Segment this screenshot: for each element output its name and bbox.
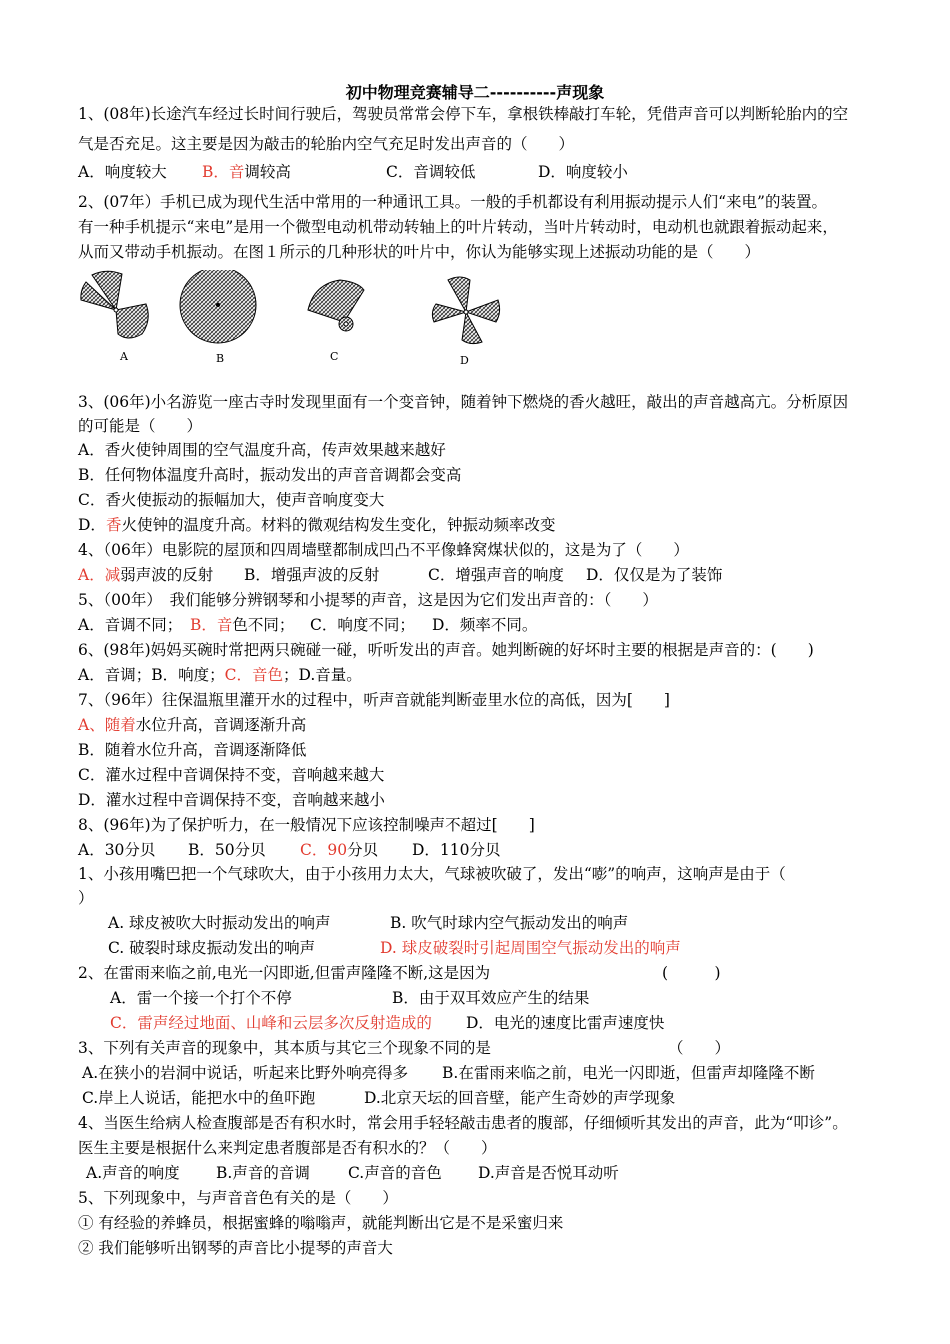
question-4-line-1: 4、（06年）电影院的屋顶和四周墙壁都制成凹凸不平像蜂窝煤状似的，这是为了（ ）	[78, 541, 689, 559]
practice-3-options-row-1	[82, 1063, 882, 1085]
options-ab: A．音调；B．响度；	[78, 666, 225, 684]
option-d: D．电光的速度比雷声速度快	[466, 1014, 665, 1032]
practice-1-options-row-1	[108, 913, 808, 935]
answer-blank: （ ）	[668, 1039, 731, 1057]
option-c: C．音调较低	[386, 163, 476, 181]
page-title: 初中物理竞赛辅导二----------声现象	[345, 83, 605, 102]
option-d-prefix: D．	[78, 516, 106, 534]
question-3-option-a: A．香火使钟周围的空气温度升高，传声效果越来越好	[78, 441, 446, 459]
question-3-line-1: 3、(06年)小名游览一座古寺时发现里面有一个变音钟，随着钟下燃烧的香火越旺，敲出的声音越高亢。分析原因	[78, 393, 849, 411]
option-b-rest: 调较高	[244, 163, 291, 181]
option-a: A.声音的响度	[86, 1164, 180, 1182]
practice-4-options	[86, 1163, 786, 1185]
option-b: B. 吹气时球内空气振动发出的响声	[390, 914, 629, 932]
practice-2-line-1	[78, 963, 878, 985]
question-7-option-d: D．灌水过程中音调保持不变，音响越来越小	[78, 791, 385, 809]
practice-1-line-1: 1、小孩用嘴巴把一个气球吹大，由于小孩用力太大，气球被吹破了，发出“嘭”的响声，这响声是由于（	[78, 865, 786, 883]
practice-5-item-1: ① 有经验的养蜂员，根据蜜蜂的嗡嗡声，就能判断出它是不是采蜜归来	[78, 1214, 564, 1232]
blade-a-shape	[81, 271, 148, 338]
option-c: C. 破裂时球皮振动发出的响声	[108, 939, 316, 957]
question-5-line-1: 5、（00年） 我们能够分辨钢琴和小提琴的声音，这是因为它们发出声音的：（ ）	[78, 591, 658, 609]
option-d: D.北京天坛的回音壁，能产生奇妙的声学现象	[364, 1089, 676, 1107]
option-a-rest: 弱声波的反射	[120, 566, 214, 584]
option-b: B．50分贝	[188, 841, 266, 859]
practice-2-stem: 2、在雷雨来临之前,电光一闪即逝,但雷声隆隆不断,这是因为	[78, 964, 491, 982]
option-a: A．雷一个接一个打个不停	[110, 989, 292, 1007]
option-d: D.声音是否悦耳动听	[478, 1164, 619, 1182]
blade-c-shape	[308, 280, 364, 331]
question-3-option-c: C．香火使振动的振幅加大，使声音响度变大	[78, 491, 385, 509]
question-6-options	[78, 665, 362, 687]
option-b: B.在雷雨来临之前，电光一闪即逝，但雷声却隆隆不断	[442, 1064, 815, 1082]
option-d: D．频率不同。	[432, 616, 538, 634]
option-a: A．音调不同；	[78, 616, 183, 634]
option-c	[300, 840, 378, 860]
question-8-options	[78, 840, 878, 862]
question-7-option-a	[78, 715, 306, 737]
question-1-line-2: 气是否充足。这主要是因为敲击的轮胎内空气充足时发出声音的（ ）	[78, 135, 575, 153]
practice-4-line-2: 医生主要是根据什么来判定患者腹部是否有积水的？（ ）	[78, 1139, 497, 1157]
figure-label-c: C	[330, 350, 339, 363]
practice-2-options-row-1	[110, 988, 810, 1010]
option-a-rest: 水位升高，音调逐渐升高	[135, 716, 307, 734]
option-c: C．增强声音的响度	[428, 566, 564, 584]
blade-b-shape	[180, 270, 256, 343]
practice-1-options-row-2	[108, 938, 808, 960]
practice-3-line-1	[78, 1038, 878, 1060]
question-3-option-d	[78, 515, 555, 537]
option-c: C.岸上人说话，能把水中的鱼吓跑	[82, 1089, 316, 1107]
option-d-highlight: 香	[105, 516, 122, 534]
option-c: C.声音的音色	[348, 1164, 442, 1182]
question-2-line-2: 有一种手机提示“来电”是用一个微型电动机带动转轴上的叶片转动，当叶片转动时，电动机也就跟着振动起来，	[78, 218, 838, 236]
blade-shapes-figure	[78, 270, 518, 370]
practice-3-options-row-2	[82, 1088, 882, 1110]
option-d-answer: D. 球皮破裂时引起周围空气振动发出的响声	[380, 939, 681, 957]
answer-blank: ( )	[662, 964, 721, 982]
blade-d-shape	[432, 277, 499, 344]
option-d-rest: 火使钟的温度升高。材料的微观结构发生变化，钟振动频率改变	[121, 516, 556, 534]
option-c-answer: C．雷声经过地面、山峰和云层多次反射造成的	[110, 1014, 432, 1032]
practice-5-line-1: 5、下列现象中，与声音音色有关的是（ ）	[78, 1189, 398, 1207]
question-1-line-1: 1、(08年)长途汽车经过长时间行驶后，驾驶员常常会停下车，拿根铁棒敲打车轮，凭借声音可以判断轮胎内的空	[78, 105, 849, 123]
question-3-line-2: 的可能是（ ）	[78, 417, 203, 435]
option-b	[202, 162, 291, 182]
option-b: B．由于双耳效应产生的结果	[392, 989, 590, 1007]
practice-3-stem: 3、下列有关声音的现象中，其本质与其它三个现象不同的是	[78, 1039, 491, 1057]
question-7-option-c: C．灌水过程中音调保持不变，音响越来越大	[78, 766, 385, 784]
question-3-option-b: B．任何物体温度升高时，振动发出的声音音调都会变高	[78, 466, 462, 484]
option-b: B．增强声波的反射	[244, 566, 380, 584]
question-6-line-1: 6、(98年)妈妈买碗时常把两只碗碰一碰，听听发出的声音。她判断碗的好坏时主要的根据是声音的：( )	[78, 641, 814, 659]
practice-2-options-row-2	[110, 1013, 810, 1035]
figure-1-blades	[78, 270, 518, 370]
practice-4-line-1: 4、当医生给病人检查腹部是否有积水时，常会用手轻轻敲击患者的腹部，仔细倾听其发出的声音，此为“叩诊”。	[78, 1114, 848, 1132]
option-b: B.声音的音调	[216, 1164, 310, 1182]
question-7-line-1: 7、（96年）往保温瓶里灌开水的过程中，听声音就能判断壶里水位的高低，因为[ ]	[78, 691, 670, 709]
option-c-highlight: C．音色	[224, 666, 283, 684]
option-d: ；D.音量。	[282, 666, 362, 684]
option-a-highlight: A、随着	[78, 716, 136, 734]
question-2-line-3: 从而又带动手机振动。在图１所示的几种形状的叶片中，你认为能够实现上述振动功能的是（ ）	[78, 243, 761, 261]
option-d: D．响度较小	[538, 163, 628, 181]
figure-label-b: B	[216, 352, 225, 365]
question-7-option-b: B．随着水位升高，音调逐渐降低	[78, 741, 307, 759]
option-a: A.在狭小的岩洞中说话，听起来比野外响亮得多	[82, 1064, 409, 1082]
option-a: A. 球皮被吹大时振动发出的响声	[108, 914, 331, 932]
option-b-highlight: B．音	[202, 163, 245, 181]
question-2-line-1: 2、(07年）手机已成为现代生活中常用的一种通讯工具。一般的手机都设有利用振动提示人们“来电”的装置。	[78, 193, 827, 211]
option-b-rest: 色不同；	[232, 616, 295, 634]
option-d: D．仅仅是为了装饰	[586, 566, 723, 584]
question-4-options	[78, 565, 878, 587]
option-c-highlight: C．90	[300, 841, 348, 859]
figure-label-d: D	[460, 354, 469, 367]
option-b	[190, 615, 294, 635]
question-8-line-1: 8、(96年)为了保护听力，在一般情况下应该控制噪声不超过[ ]	[78, 816, 535, 834]
question-5-options	[78, 615, 878, 637]
option-c-rest: 分贝	[347, 841, 379, 859]
figure-label-a: A	[120, 350, 128, 363]
option-a-highlight: A．减	[78, 566, 121, 584]
option-a: A．30分贝	[78, 841, 156, 859]
practice-5-item-2: ② 我们能够听出钢琴的声音比小提琴的声音大	[78, 1239, 393, 1257]
practice-1-line-2: ）	[78, 889, 94, 907]
option-c: C．响度不同；	[310, 616, 415, 634]
option-a	[78, 565, 213, 585]
option-a: A．响度较大	[78, 163, 167, 181]
option-d: D．110分贝	[412, 841, 501, 859]
option-b-highlight: B．音	[190, 616, 233, 634]
question-1-options	[78, 162, 878, 184]
